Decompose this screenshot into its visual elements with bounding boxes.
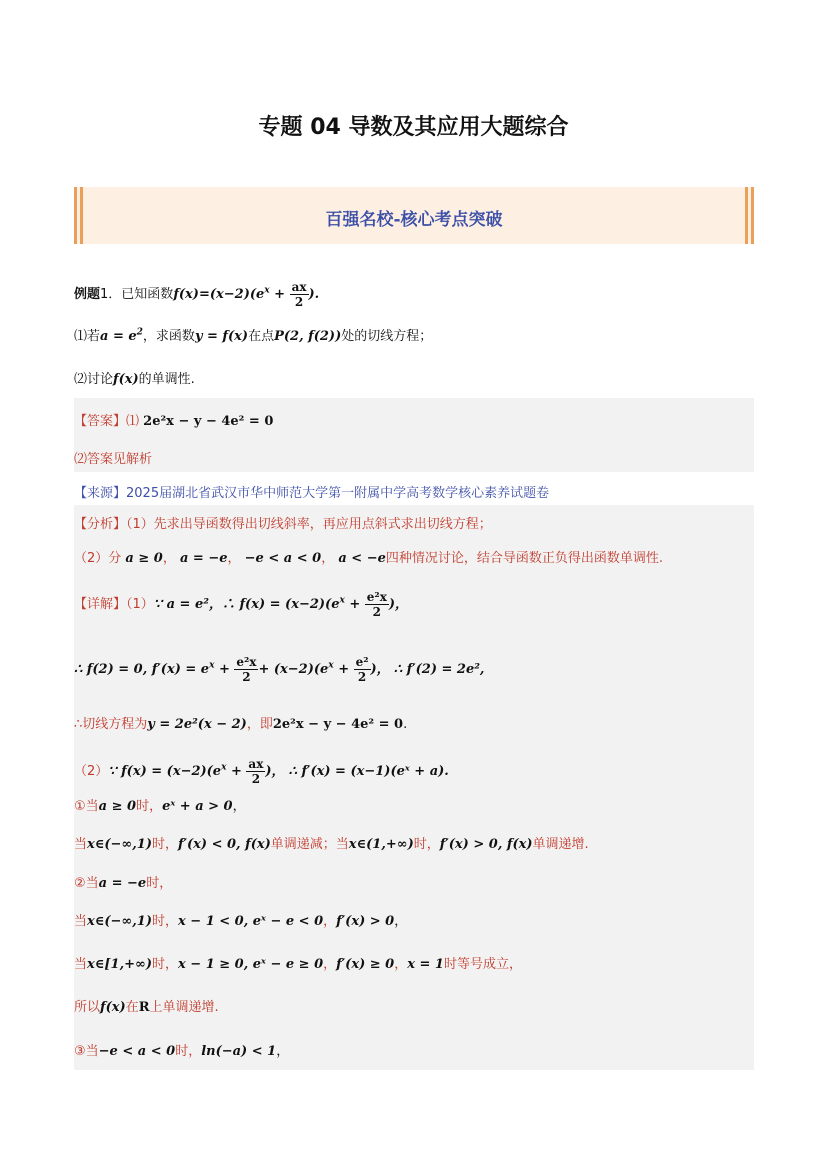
case-2-header: ②当a = −e时， [74,876,173,891]
plus-sign: + [269,287,290,302]
example-intro: ．已知函数 [108,287,174,302]
case-2-line-2: 当x∈[1,+∞)时，x − 1 ≥ 0, eˣ − e ≥ 0，f′(x) ≥ 0，x = 1时等号成立， [74,957,522,972]
example-number: 1 [100,287,109,302]
detail-line-4: （2）∵ $f(x) = (x-2)(e^x$ + $\frac{ax}{2}$ )， ∴ f′(x) = (x−1)(eˣ + a). [74,757,449,786]
analysis-line-2: （2）分 a ≥ 0， a = −e， −e < a < 0， a < −e四种情况讨论，结合导函数正负得出函数单调性. [74,551,663,566]
function-end: ). [308,287,320,302]
case-3-header: ③当−e < a < 0时，ln(−a) < 1， [74,1044,290,1059]
example-line [74,280,319,309]
source-line: 【来源】2025届湖北省武汉市华中师范大学第一附属中学高考数学核心素养试题卷 [74,486,550,501]
question-2: ⑵讨论f(x)的单调性. [74,372,195,387]
case-1-body: 当x∈(−∞,1)时，f′(x) < 0, f(x)单调递减；当x∈(1,+∞)时，f′(x) > 0, f(x)单调递增. [74,837,589,852]
answer-line-1: 【答案】⑴ 2e²x − y − 4e² = 0 [74,414,274,429]
case-2-line-1: 当x∈(−∞,1)时，x − 1 < 0, eˣ − e < 0，f′(x) > 0， [74,914,408,929]
case-2-line-3: 所以f(x)在R上单调递增. [74,1000,219,1015]
exp-sup: x [264,285,270,296]
detail-line-1: 【详解】（1）∵ a = e²，∴ $f(x) = (x-2)(e^x$ + $\frac{\text{e²x}}{2}$ )， [74,590,408,619]
detail-line-2: ∴ f(2) = 0, $f'(x) = e^x$ + $\frac{\text{e²x}}{2}$ + $(x-2)(e^x$ + $\frac{\text{e²}}{2}$ )， ∴ f′(2) = 2e², [74,655,485,684]
question-1: ⑴若$a = e^2$，求函数y = f(x)在点P(2, f(2))处的切线方程； [74,327,433,344]
analysis-line-1: 【分析】（1）先求出导函数得出切线斜率，再应用点斜式求出切线方程； [74,517,492,532]
case-1-header: ①当a ≥ 0时，eˣ + a > 0， [74,799,246,814]
answer-line-2: ⑵答案见解析 [74,452,153,467]
section-banner [74,187,754,244]
fraction: $\frac{ax}{2}$ [291,280,307,309]
example-label: 例题 [74,287,101,302]
page-title: 专题 04 导数及其应用大题综合 [258,115,569,140]
banner-title: 百强名校-核心考点突破 [325,210,503,230]
detail-line-3: ∴切线方程为y = 2e²(x − 2)，即2e²x − y − 4e² = 0. [74,717,408,732]
function-expr: f(x)=(x−2)(e [173,287,265,302]
